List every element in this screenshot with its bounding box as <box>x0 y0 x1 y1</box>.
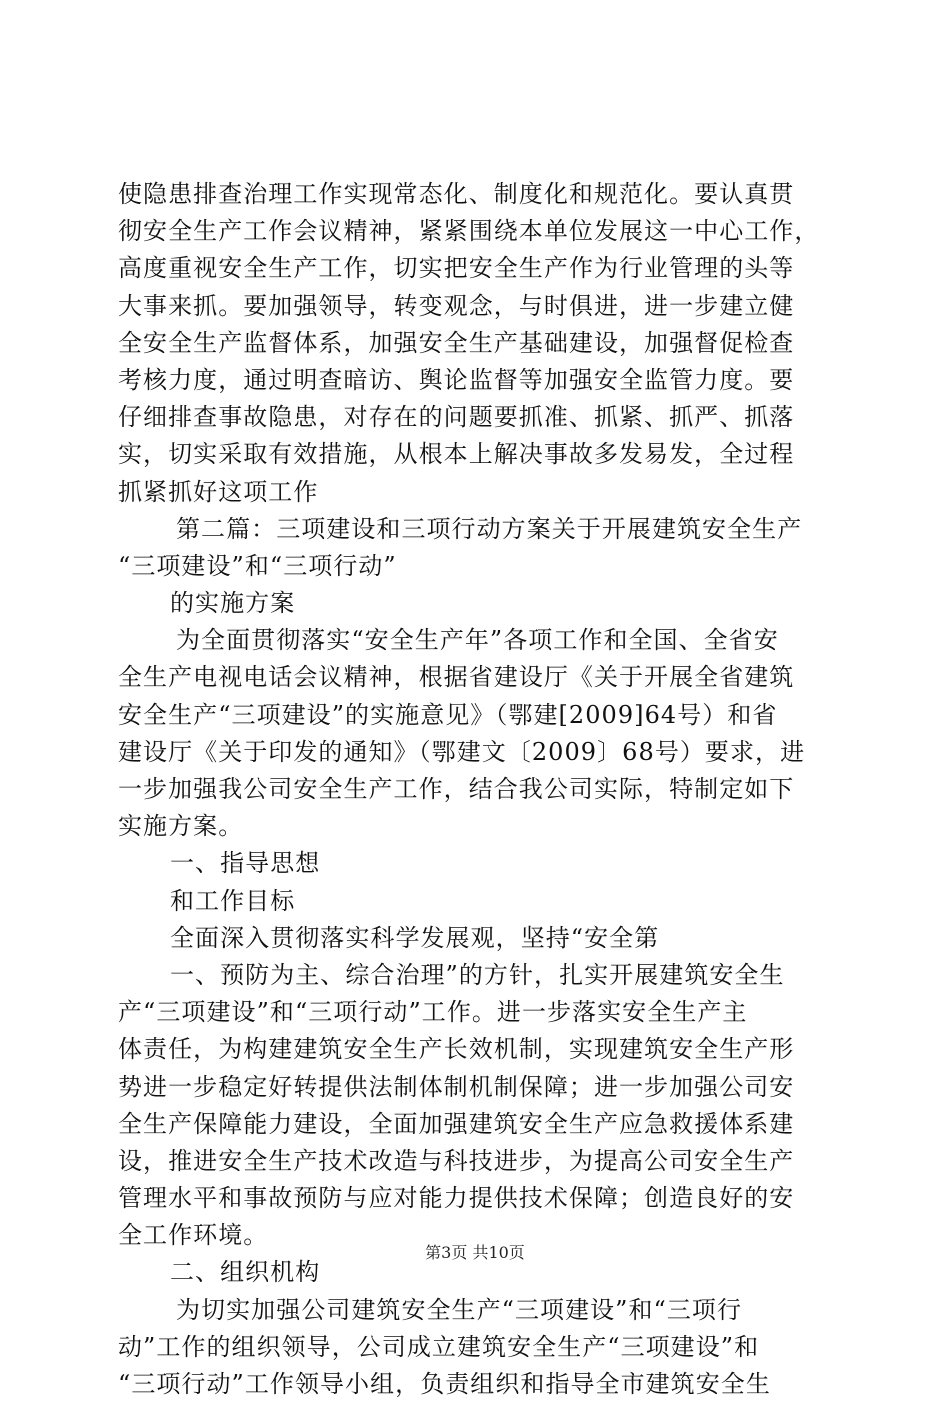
subheading: 一、指导思想 <box>170 849 321 878</box>
text-line: 一步加强我公司安全生产工作，结合我公司实际，特制定如下 <box>118 775 795 803</box>
text-line: 建设厅《关于印发的通知》（鄂建文〔2009〕68号）要求，进 <box>118 737 806 766</box>
text-line: 仔细排查事故隐患，对存在的问题要抓准、抓紧、抓严、抓落 <box>118 403 795 432</box>
section-heading: 第二篇：三项建设和三项行动方案关于开展建筑安全生产 <box>176 514 803 543</box>
text-line: 为全面贯彻落实“安全生产年”各项工作和全国、全省安 <box>176 626 779 655</box>
text-line: 实施方案。 <box>118 812 244 841</box>
section-heading-continued: “三项建设”和“三项行动” <box>118 551 397 580</box>
text-line: 抓紧抓好这项工作 <box>118 477 319 506</box>
text-line: “三项行动”工作领导小组，负责组织和指导全市建筑安全生 <box>118 1370 771 1398</box>
text-line: 全安全生产监督体系，加强安全生产基础建设，加强督促检查 <box>118 328 795 357</box>
subheading-continued: 和工作目标 <box>170 886 296 915</box>
text-line: 全面深入贯彻落实科学发展观，坚持“安全第 <box>170 923 660 952</box>
text-line: 使隐患排查治理工作实现常态化、制度化和规范化。要认真贯 <box>118 180 795 208</box>
text-line: 管理水平和事故预防与应对能力提供技术保障；创造良好的安 <box>118 1184 795 1213</box>
text-line: 全工作环境。 <box>118 1221 269 1250</box>
text-line: 考核力度，通过明查暗访、舆论监督等加强安全监管力度。要 <box>118 365 795 394</box>
page-number-footer: 第3页 共10页 <box>425 1243 525 1262</box>
section-heading-continued: 的实施方案 <box>170 589 296 618</box>
text-line: 设，推进安全生产技术改造与科技进步，为提高公司安全生产 <box>118 1146 795 1175</box>
text-line: 大事来抓。要加强领导，转变观念，与时俱进，进一步建立健 <box>118 291 795 320</box>
text-line: 势进一步稳定好转提供法制体制机制保障；进一步加强公司安 <box>118 1072 795 1101</box>
body-text <box>118 176 838 1403</box>
text-line: 全生产保障能力建设，全面加强建筑安全生产应急救援体系建 <box>118 1109 795 1138</box>
text-line: 高度重视安全生产工作，切实把安全生产作为行业管理的头等 <box>118 254 795 283</box>
subheading: 二、组织机构 <box>170 1258 321 1287</box>
text-line: 产“三项建设”和“三项行动”工作。进一步落实安全生产主 <box>118 998 748 1027</box>
text-line: 体责任，为构建建筑安全生产长效机制，实现建筑安全生产形 <box>118 1035 795 1064</box>
text-line: 一、预防为主、综合治理”的方针，扎实开展建筑安全生 <box>170 960 785 989</box>
text-line: 彻安全生产工作会议精神，紧紧围绕本单位发展这一中心工作， <box>118 217 820 246</box>
text-line: 动”工作的组织领导，公司成立建筑安全生产“三项建设”和 <box>118 1332 760 1361</box>
text-line: 为切实加强公司建筑安全生产“三项建设”和“三项行 <box>176 1295 743 1324</box>
text-line: 安全生产“三项建设”的实施意见》（鄂建[2009]64号）和省 <box>118 700 778 729</box>
text-line: 实，切实采取有效措施，从根本上解决事故多发易发，全过程 <box>118 440 795 469</box>
text-line: 全生产电视电话会议精神，根据省建设厅《关于开展全省建筑 <box>118 663 795 692</box>
